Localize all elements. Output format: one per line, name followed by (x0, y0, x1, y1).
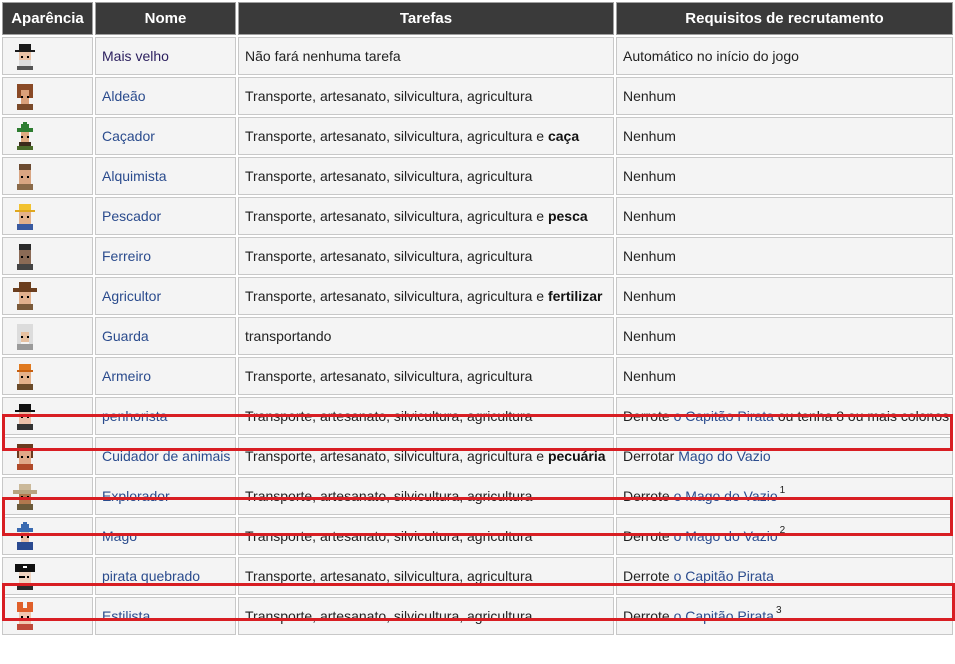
requirements-cell: Nenhum (616, 117, 953, 155)
requirements-cell (616, 517, 953, 555)
requirements-cell: Nenhum (616, 77, 953, 115)
name-cell (95, 277, 236, 315)
table-row (2, 277, 953, 315)
name-cell (95, 557, 236, 595)
pawnbroker-face-icon (11, 402, 39, 430)
name-link[interactable]: Cuidador de animais (102, 448, 231, 464)
villager-face-icon (11, 82, 39, 110)
requirements-cell (616, 477, 953, 515)
table-row (2, 77, 953, 115)
tasks-text: Transporte, artesanato, silvicultura, agricultura e (245, 448, 545, 464)
name-link[interactable]: Alquimista (102, 168, 167, 184)
tasks-cell: Transporte, artesanato, silvicultura, agricultura (238, 557, 614, 595)
tasks-cell (238, 277, 614, 315)
table-row (2, 37, 953, 75)
table-row (2, 357, 953, 395)
table-row (2, 437, 953, 475)
name-cell (95, 117, 236, 155)
name-cell (95, 397, 236, 435)
tasks-bold: pecuária (547, 448, 606, 464)
table-row (2, 477, 953, 515)
appearance-cell (2, 277, 93, 315)
table-row (2, 557, 953, 595)
appearance-cell (2, 37, 93, 75)
tasks-cell: Transporte, artesanato, silvicultura, agricultura (238, 357, 614, 395)
name-link[interactable]: penhorista (102, 408, 168, 424)
alchemist-face-icon (11, 162, 39, 190)
tasks-text: Transporte, artesanato, silvicultura, agricultura e (245, 288, 545, 304)
name-cell (95, 237, 236, 275)
appearance-cell (2, 237, 93, 275)
tasks-cell: Não fará nenhuma tarefa (238, 37, 614, 75)
tasks-cell: Transporte, artesanato, silvicultura, agricultura (238, 397, 614, 435)
requirements-cell (616, 397, 953, 435)
tasks-cell: Transporte, artesanato, silvicultura, agricultura (238, 517, 614, 555)
footnote-marker[interactable]: 1 (779, 485, 786, 496)
name-link[interactable]: Mais velho (102, 48, 169, 64)
footnote-marker[interactable]: 2 (779, 525, 786, 536)
appearance-cell (2, 77, 93, 115)
req-text: Derrote (623, 528, 670, 544)
name-cell (95, 197, 236, 235)
table-row (2, 157, 953, 195)
fisherman-face-icon (11, 202, 39, 230)
req-text: Derrote (623, 568, 670, 584)
name-cell (95, 437, 236, 475)
tasks-cell (238, 197, 614, 235)
name-cell (95, 37, 236, 75)
tasks-bold: caça (547, 128, 580, 144)
name-cell (95, 597, 236, 635)
name-link[interactable]: Estilista (102, 608, 151, 624)
name-link[interactable]: Agricultor (102, 288, 162, 304)
appearance-cell (2, 157, 93, 195)
animal-keeper-face-icon (11, 442, 39, 470)
farmer-face-icon (11, 282, 39, 310)
armorer-face-icon (11, 362, 39, 390)
requirements-cell: Nenhum (616, 317, 953, 355)
guard-face-icon (11, 322, 39, 350)
name-link[interactable]: Armeiro (102, 368, 152, 384)
hunter-face-icon (11, 122, 39, 150)
boss-link[interactable]: o Capitão Pirata (673, 608, 774, 624)
appearance-cell (2, 477, 93, 515)
tasks-cell (238, 117, 614, 155)
appearance-cell (2, 437, 93, 475)
req-text: Derrote (623, 608, 670, 624)
name-cell (95, 77, 236, 115)
tasks-bold: fertilizar (547, 288, 603, 304)
wizard-face-icon (11, 522, 39, 550)
appearance-cell (2, 197, 93, 235)
req-text-after: ou tenha 8 ou mais colonos (777, 408, 950, 424)
table-row (2, 397, 953, 435)
requirements-cell: Nenhum (616, 157, 953, 195)
name-link[interactable]: Explorador (102, 488, 170, 504)
boss-link[interactable]: o Mago do Vazio (673, 488, 778, 504)
boss-link[interactable]: Mago do Vazio (678, 448, 771, 464)
table-row (2, 597, 953, 635)
table-row (2, 517, 953, 555)
header-requirements: Requisitos de recrutamento (616, 2, 953, 35)
tasks-cell (238, 437, 614, 475)
boss-link[interactable]: o Capitão Pirata (673, 408, 774, 424)
explorer-face-icon (11, 482, 39, 510)
tasks-bold: pesca (547, 208, 588, 224)
requirements-cell (616, 557, 953, 595)
header-appearance: Aparência (2, 2, 93, 35)
name-link[interactable]: Guarda (102, 328, 149, 344)
header-row (2, 2, 953, 35)
header-name: Nome (95, 2, 236, 35)
elder-face-icon (11, 42, 39, 70)
blacksmith-face-icon (11, 242, 39, 270)
pirate-face-icon (11, 562, 39, 590)
name-link[interactable]: Pescador (102, 208, 162, 224)
boss-link[interactable]: o Mago do Vazio (673, 528, 778, 544)
boss-link[interactable]: o Capitão Pirata (673, 568, 774, 584)
requirements-cell (616, 437, 953, 475)
tasks-text: Transporte, artesanato, silvicultura, agricultura e (245, 128, 545, 144)
tasks-cell: Transporte, artesanato, silvicultura, agricultura (238, 77, 614, 115)
tasks-cell: transportando (238, 317, 614, 355)
footnote-marker[interactable]: 3 (775, 605, 782, 616)
tasks-cell: Transporte, artesanato, silvicultura, agricultura (238, 597, 614, 635)
requirements-cell: Nenhum (616, 277, 953, 315)
name-link[interactable]: Ferreiro (102, 248, 152, 264)
req-text: Derrote (623, 408, 670, 424)
appearance-cell (2, 117, 93, 155)
appearance-cell (2, 397, 93, 435)
appearance-cell (2, 597, 93, 635)
header-tasks: Tarefas (238, 2, 614, 35)
appearance-cell (2, 517, 93, 555)
name-cell (95, 517, 236, 555)
table-row (2, 317, 953, 355)
requirements-cell (616, 597, 953, 635)
requirements-cell: Nenhum (616, 197, 953, 235)
name-cell (95, 477, 236, 515)
name-link[interactable]: Caçador (102, 128, 155, 144)
req-text: Derrote (623, 488, 670, 504)
tasks-text: Transporte, artesanato, silvicultura, agricultura e (245, 208, 545, 224)
name-cell (95, 357, 236, 395)
name-link[interactable]: Aldeão (102, 88, 146, 104)
tasks-cell: Transporte, artesanato, silvicultura, agricultura (238, 157, 614, 195)
table-row (2, 117, 953, 155)
name-cell (95, 157, 236, 195)
name-cell (95, 317, 236, 355)
req-text: Derrotar (623, 448, 675, 464)
name-link[interactable]: Mago (102, 528, 138, 544)
appearance-cell (2, 317, 93, 355)
table-row (2, 237, 953, 275)
stylist-face-icon (11, 602, 39, 630)
appearance-cell (2, 357, 93, 395)
requirements-cell: Automático no início do jogo (616, 37, 953, 75)
requirements-cell: Nenhum (616, 357, 953, 395)
requirements-cell: Nenhum (616, 237, 953, 275)
name-link[interactable]: pirata quebrado (102, 568, 201, 584)
tasks-cell: Transporte, artesanato, silvicultura, agricultura (238, 477, 614, 515)
table-row (2, 197, 953, 235)
tasks-cell: Transporte, artesanato, silvicultura, agricultura (238, 237, 614, 275)
appearance-cell (2, 557, 93, 595)
